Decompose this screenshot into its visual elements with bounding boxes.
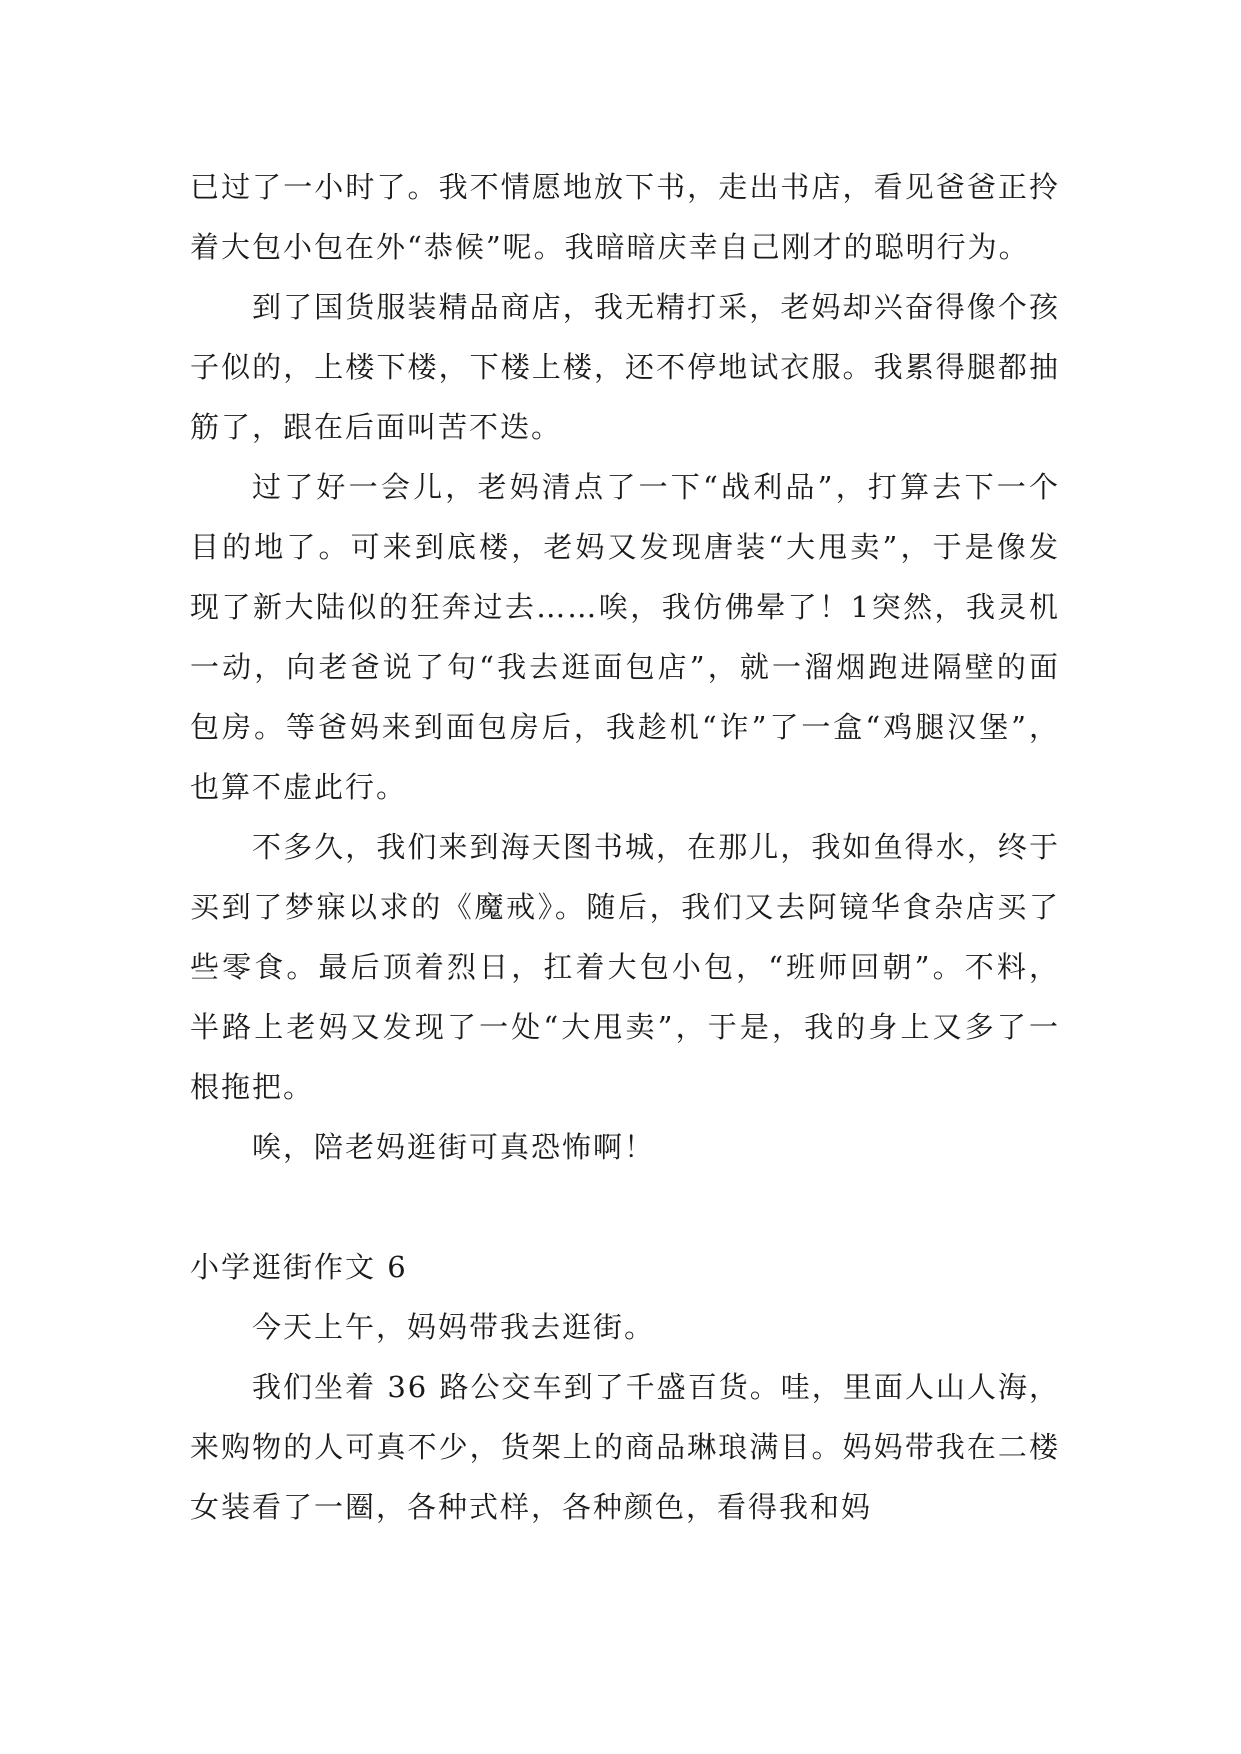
paragraph-2: 到了国货服装精品商店，我无精打采，老妈却兴奋得像个孩子似的，上楼下楼，下楼上楼，还不停地试衣服。我累得腿都抽筋了，跟在后面叫苦不迭。 [190,290,1060,444]
paragraph-7: 我们坐着 36 路公交车到了千盛百货。哇，里面人山人海，来购物的人可真不少，货架上的商品琳琅满目。妈妈带我在二楼女装看了一圈，各种式样，各种颜色，看得我和妈 [190,1370,1060,1524]
paragraph-6: 今天上午，妈妈带我去逛街。 [252,1310,656,1344]
document-body [190,157,1060,1537]
section-spacer [190,1177,1060,1237]
paragraph-3: 过了好一会儿，老妈清点了一下“战利品”，打算去下一个目的地了。可来到底楼，老妈又发现唐装“大甩卖”，于是像发现了新大陆似的狂奔过去……唉，我仿佛晕了！1突然，我灵机一动，向老爸说了句“我去逛面包店”，就一溜烟跑进隔壁的面包房。等爸妈来到面包房后，我趁机“诈”了一盒“鸡腿汉堡”，也算不虚此行。 [190,470,1060,804]
paragraph-4: 不多久，我们来到海天图书城，在那儿，我如鱼得水，终于买到了梦寐以求的《魔戒》。随后，我们又去阿镜华食杂店买了些零食。最后顶着烈日，扛着大包小包，“班师回朝”。不料，半路上老妈又发现了一处“大甩卖”，于是，我的身上又多了一根拖把。 [190,830,1060,1104]
section-heading: 小学逛街作文 6 [190,1250,408,1284]
paragraph-1: 已过了一小时了。我不情愿地放下书，走出书店，看见爸爸正拎着大包小包在外“恭候”呢。我暗暗庆幸自己刚才的聪明行为。 [190,170,1060,264]
paragraph-5: 唉，陪老妈逛街可真恐怖啊！ [252,1130,656,1164]
